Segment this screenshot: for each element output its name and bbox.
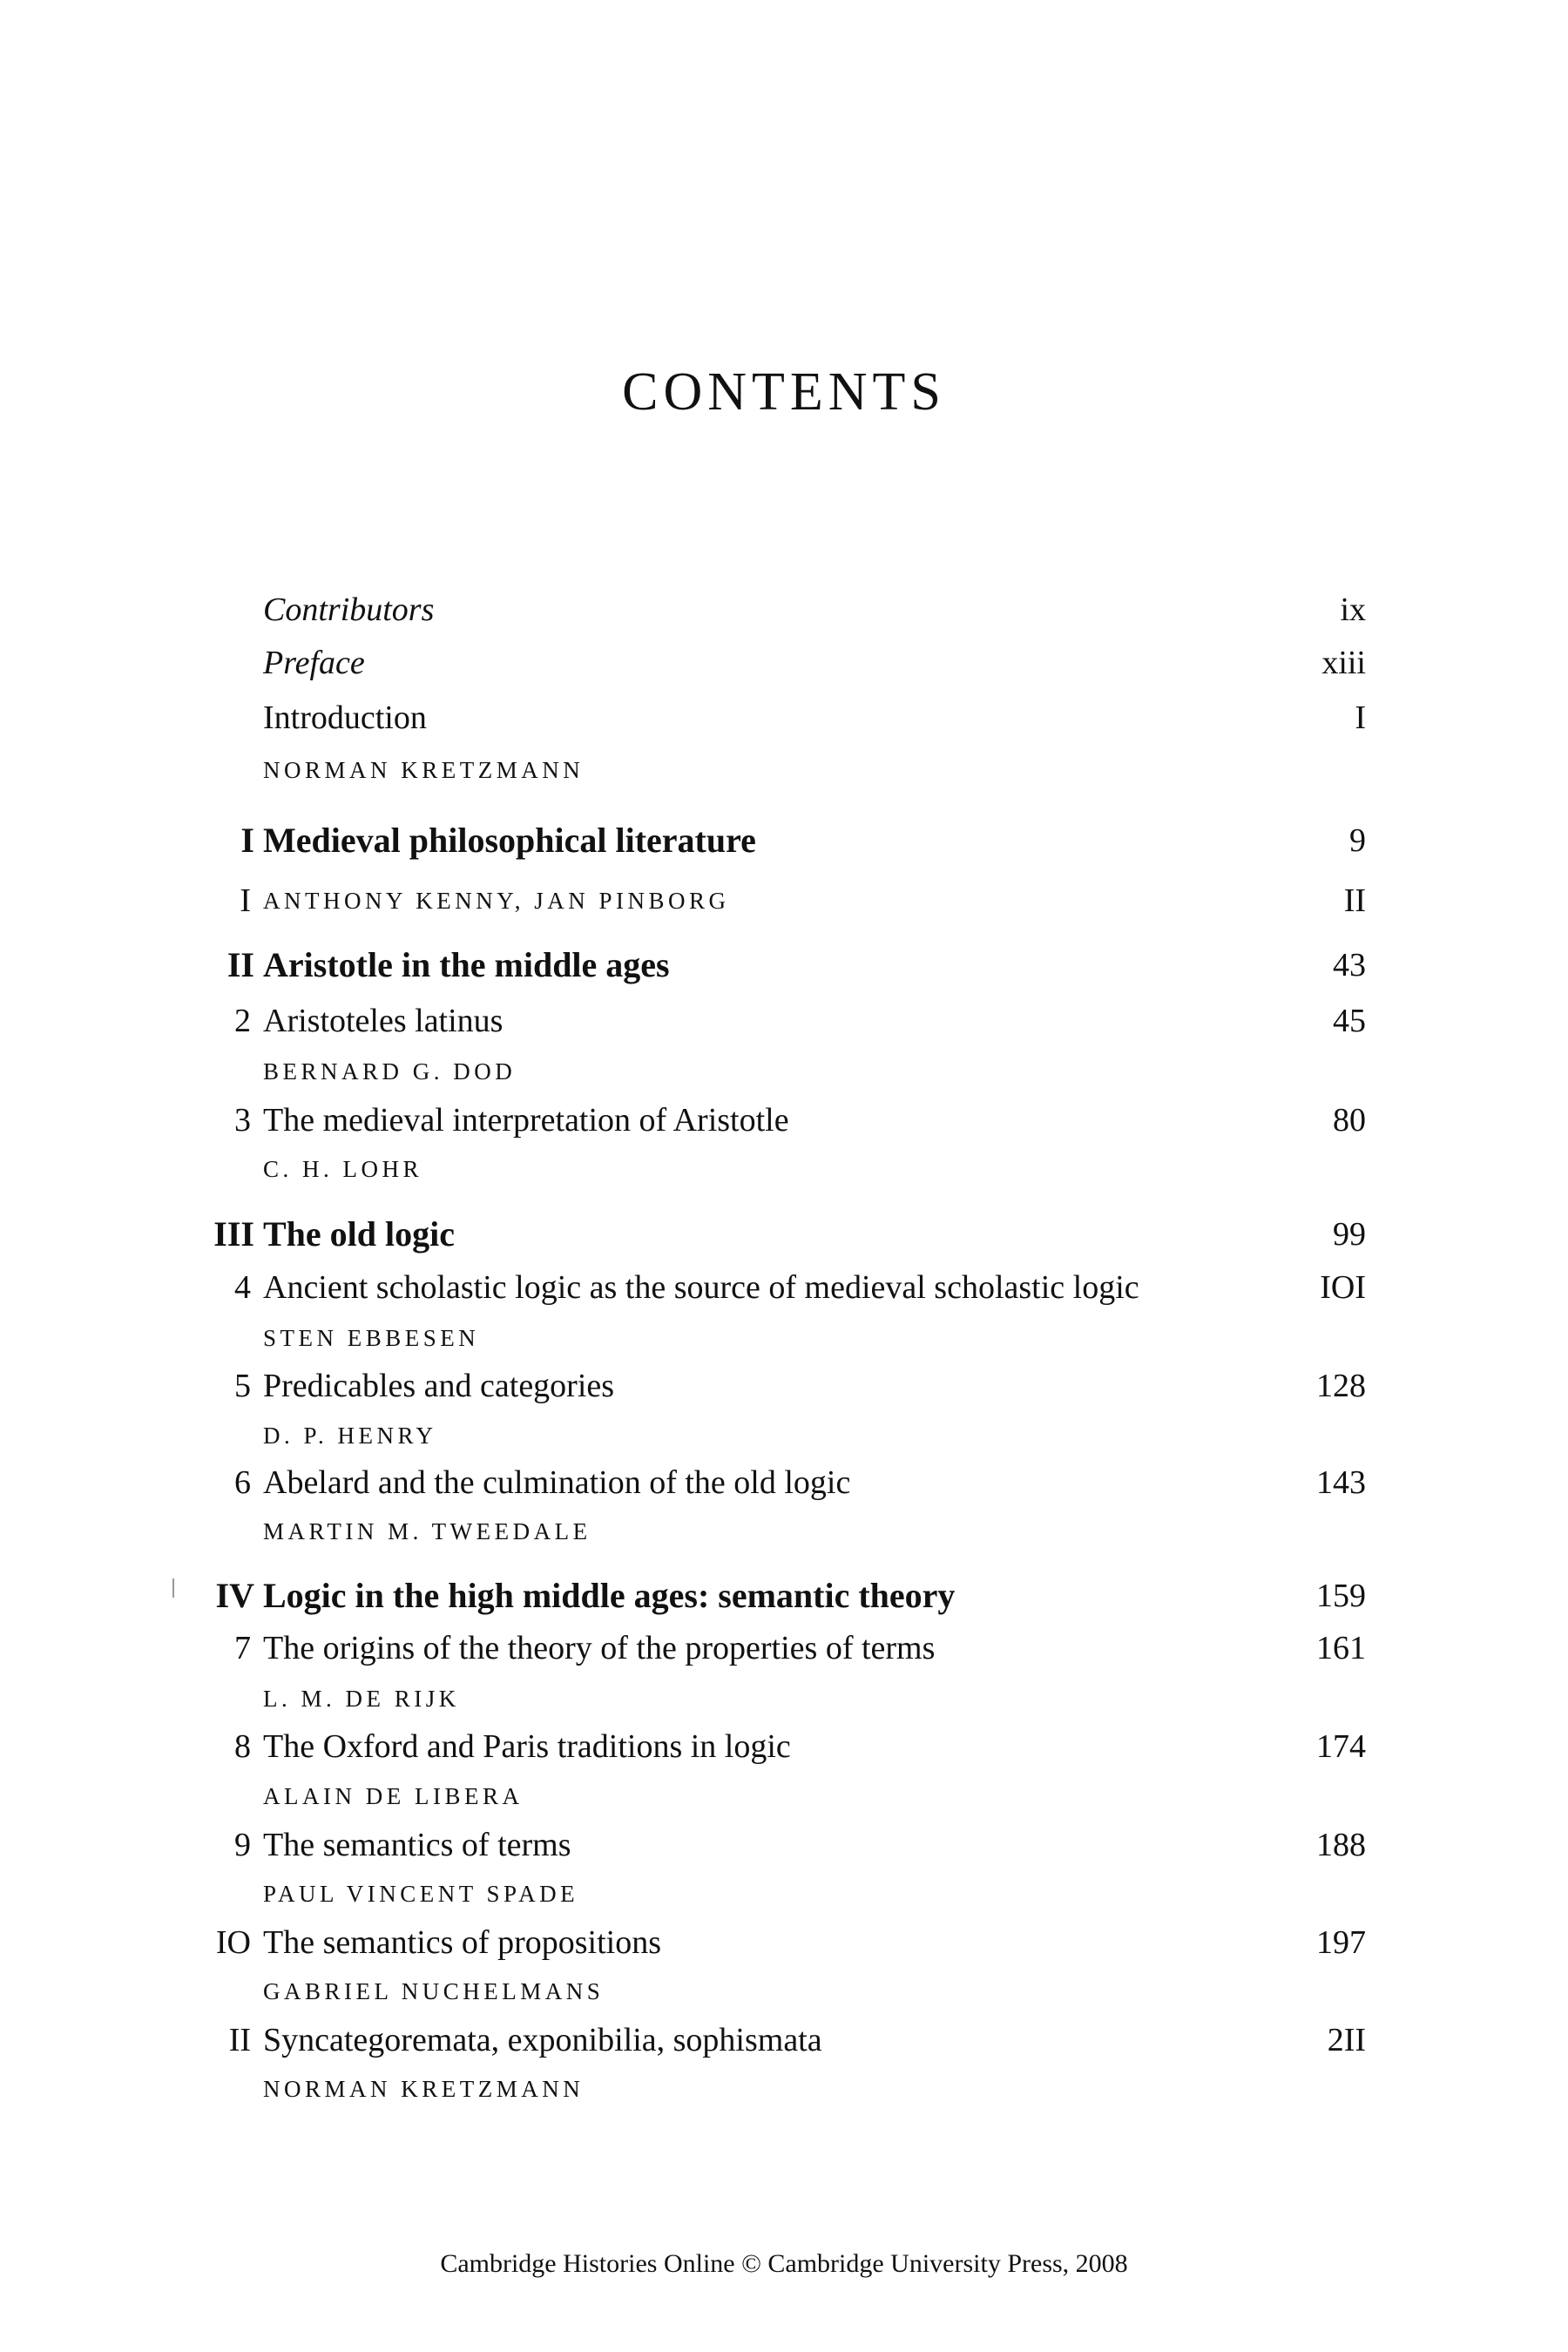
entry-author-row — [0, 753, 1568, 787]
entry-title: Introduction — [263, 700, 427, 736]
toc-chapter-entry[interactable] — [0, 875, 1568, 927]
entry-title: Preface — [263, 645, 365, 681]
chapter-number: 8 — [234, 1728, 251, 1765]
chapter-page: 2II — [1327, 2022, 1366, 2058]
part-page: 43 — [1333, 947, 1366, 983]
toc-chapter-entry[interactable] — [0, 1094, 1568, 1146]
chapter-page: 80 — [1333, 1102, 1366, 1139]
chapter-title: Abelard and the culmination of the old logic — [263, 1464, 851, 1501]
chapter-title: Syncategoremata, exponibilia, sophismata — [263, 2022, 822, 2058]
toc-chapter-entry[interactable] — [0, 1622, 1568, 1674]
toc-chapter-entry[interactable] — [0, 1819, 1568, 1871]
toc-entry-contributors[interactable] — [0, 584, 1568, 636]
chapter-title: The medieval interpretation of Aristotle — [263, 1102, 789, 1139]
chapter-number: IO — [215, 1924, 251, 1961]
part-numeral: IV — [215, 1576, 254, 1615]
entry-author-row — [0, 2072, 1568, 2106]
page-title: CONTENTS — [622, 362, 946, 422]
toc-entry-preface[interactable] — [0, 637, 1568, 689]
chapter-page: II — [1343, 882, 1366, 919]
part-numeral: II — [226, 945, 254, 984]
entry-author: ALAIN DE LIBERA — [263, 1783, 524, 1809]
entry-author-row — [0, 1514, 1568, 1549]
toc-chapter-entry[interactable] — [0, 1456, 1568, 1509]
chapter-number: 6 — [234, 1464, 251, 1501]
entry-author: MARTIN M. TWEEDALE — [263, 1518, 591, 1544]
entry-author-row — [0, 1321, 1568, 1355]
toc-chapter-entry[interactable] — [0, 1360, 1568, 1412]
entry-author-row — [0, 1054, 1568, 1089]
entry-author-row — [0, 1152, 1568, 1186]
chapter-title: The semantics of terms — [263, 1827, 571, 1863]
chapter-number: 2 — [234, 1003, 251, 1039]
part-page: 159 — [1316, 1578, 1366, 1614]
chapter-page: 188 — [1316, 1827, 1366, 1863]
chapter-number: 3 — [234, 1102, 251, 1139]
entry-author: NORMAN KRETZMANN — [263, 757, 585, 783]
chapter-number: I — [240, 882, 251, 919]
toc-chapter-entry[interactable] — [0, 995, 1568, 1047]
entry-author-row — [0, 1974, 1568, 2009]
chapter-number: II — [228, 2022, 251, 2058]
entry-author-row — [0, 1876, 1568, 1911]
toc-part-heading[interactable] — [0, 814, 1568, 867]
part-title: Logic in the high middle ages: semantic theory — [263, 1576, 956, 1615]
chapter-title: Aristoteles latinus — [263, 1003, 504, 1039]
part-page: 99 — [1333, 1216, 1366, 1253]
chapter-page: 174 — [1316, 1728, 1366, 1765]
toc-part-heading[interactable] — [0, 1208, 1568, 1260]
chapter-title: The origins of the theory of the properties of terms — [263, 1630, 936, 1666]
chapter-page: 161 — [1316, 1630, 1366, 1666]
chapter-title: The Oxford and Paris traditions in logic — [263, 1728, 791, 1765]
chapter-number: 4 — [234, 1269, 251, 1306]
chapter-page: 143 — [1316, 1464, 1366, 1501]
entry-author-row — [0, 1681, 1568, 1716]
part-numeral: III — [213, 1214, 254, 1254]
entry-author: GABRIEL NUCHELMANS — [263, 1978, 605, 2004]
toc-chapter-entry[interactable] — [0, 1720, 1568, 1773]
entry-author: NORMAN KRETZMANN — [263, 2076, 585, 2102]
part-title: Medieval philosophical literature — [263, 821, 756, 860]
part-page: 9 — [1349, 822, 1366, 859]
toc-chapter-entry[interactable] — [0, 1916, 1568, 1969]
toc-chapter-entry[interactable] — [0, 1261, 1568, 1314]
chapter-number: 9 — [234, 1827, 251, 1863]
entry-author: L. M. DE RIJK — [263, 1686, 460, 1712]
toc-part-heading[interactable] — [0, 1570, 1568, 1622]
chapter-page: 128 — [1316, 1368, 1366, 1404]
entry-page: xiii — [1321, 645, 1366, 681]
part-title: Aristotle in the middle ages — [263, 945, 670, 984]
entry-author: BERNARD G. DOD — [263, 1058, 517, 1085]
chapter-page: 45 — [1333, 1003, 1366, 1039]
chapter-title: Ancient scholastic logic as the source of medieval scholastic logic — [263, 1269, 1139, 1306]
part-title: The old logic — [263, 1214, 456, 1254]
chapter-title: Predicables and categories — [263, 1368, 615, 1404]
entry-page: I — [1355, 700, 1366, 736]
copyright-footer: Cambridge Histories Online © Cambridge University Press, 2008 — [440, 2249, 1128, 2278]
chapter-number: 7 — [234, 1630, 251, 1666]
toc-chapter-entry[interactable] — [0, 2014, 1568, 2066]
chapter-title: The semantics of propositions — [263, 1924, 661, 1961]
entry-page: ix — [1340, 591, 1366, 628]
entry-author: STEN EBBESEN — [263, 1325, 480, 1351]
toc-part-heading[interactable] — [0, 939, 1568, 991]
toc-entry-introduction[interactable] — [0, 692, 1568, 744]
entry-author-row — [0, 1418, 1568, 1453]
entry-title: Contributors — [263, 591, 435, 628]
entry-author: C. H. LOHR — [263, 1156, 423, 1182]
chapter-page: IOI — [1320, 1269, 1366, 1306]
entry-author: PAUL VINCENT SPADE — [263, 1881, 579, 1907]
chapter-page: 197 — [1316, 1924, 1366, 1961]
chapter-number: 5 — [234, 1368, 251, 1404]
entry-author-row — [0, 1779, 1568, 1814]
entry-author: ANTHONY KENNY, JAN PINBORG — [263, 888, 730, 914]
entry-author: D. P. HENRY — [263, 1423, 437, 1449]
part-numeral: I — [240, 821, 254, 860]
